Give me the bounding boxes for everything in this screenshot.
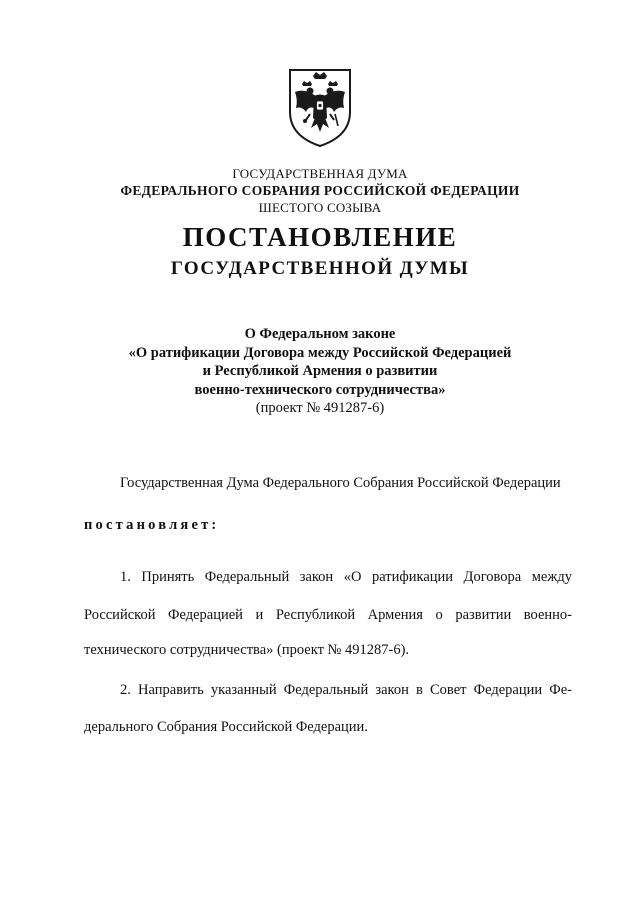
document-subtitle: ГОСУДАРСТВЕННОЙ ДУМЫ — [170, 258, 470, 279]
coat-of-arms-icon — [286, 66, 354, 148]
subject-line: О Федеральном законе — [244, 326, 396, 342]
header-duma-name: ГОСУДАРСТВЕННАЯ ДУМА — [232, 166, 408, 181]
resolution-verb: постановляет: — [84, 517, 220, 533]
header-federal-assembly: ФЕДЕРАЛЬНОГО СОБРАНИЯ РОССИЙСКОЙ ФЕДЕРАЦИИ — [120, 183, 520, 198]
intro-paragraph: Государственная Дума Федерального Собрания Российской Федерации — [120, 475, 561, 491]
subject-line: военно-технического сотрудничества» — [194, 381, 446, 398]
item-1-line: 1. Принять Федеральный закон «О ратификации Договора между — [120, 569, 572, 585]
bill-number: (проект № 491287-6) — [255, 400, 385, 416]
subject-line: и Республикой Армения о развитии — [202, 363, 438, 379]
item-1-line: технического сотрудничества» (проект № 491287-6). — [84, 642, 410, 658]
header-convocation: ШЕСТОГО СОЗЫВА — [258, 200, 382, 215]
document-subject — [0, 325, 640, 418]
item-1-line: Российской Федерацией и Республикой Армения о развитии военно- — [84, 607, 572, 623]
item-2-line: 2. Направить указанный Федеральный закон в Совет Федерации Фе- — [120, 682, 572, 698]
document-header — [0, 165, 640, 216]
document-title: ПОСТАНОВЛЕНИЕ — [182, 222, 458, 252]
document-title-block — [0, 222, 640, 281]
item-2-line: дерального Собрания Российской Федерации. — [84, 719, 368, 735]
subject-line: «О ратификации Договора между Российской Федерацией — [128, 344, 512, 361]
